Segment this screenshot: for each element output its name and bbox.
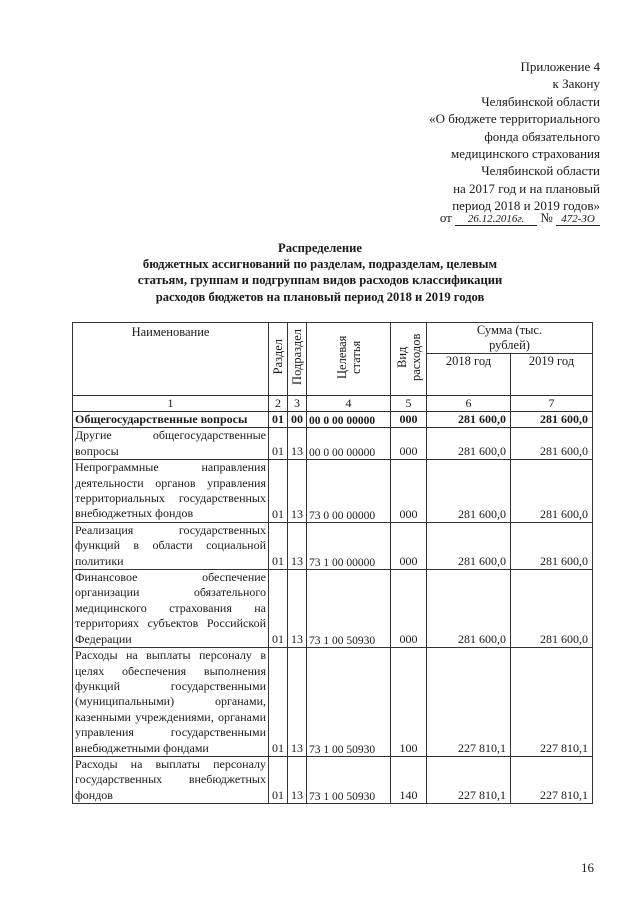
header-sum [427, 323, 593, 354]
table-row [73, 412, 593, 428]
row-name: Расходы на выплаты персоналу в целях обеспечения выполнения функций государственными (муниципальными) органами, казенными учреждениями, органами управления государственными внебюджетными фондами [73, 648, 269, 757]
row-section: 01 [269, 756, 288, 803]
row-subsection: 13 [288, 428, 307, 460]
appendix-line: «О бюджете территориального [429, 111, 600, 127]
row-sum-2018: 227 810,1 [427, 756, 511, 803]
row-sum-2019: 281 600,0 [511, 570, 593, 648]
table-row [73, 756, 593, 803]
row-subsection: 13 [288, 648, 307, 757]
header-sum-text: Сумма (тыс. рублей) [476, 323, 543, 352]
document-title [0, 240, 640, 305]
row-section: 01 [269, 412, 288, 428]
row-section: 01 [269, 648, 288, 757]
index-cell: 6 [427, 396, 511, 412]
index-cell: 5 [391, 396, 427, 412]
row-subsection: 13 [288, 756, 307, 803]
appendix-line: период 2018 и 2019 годов» [452, 198, 600, 214]
row-target: 73 1 00 00000 [307, 522, 391, 569]
row-section: 01 [269, 522, 288, 569]
row-kind: 000 [391, 570, 427, 648]
header-subsection [288, 323, 307, 396]
table-row [73, 648, 593, 757]
appendix-block [429, 58, 600, 215]
row-subsection: 13 [288, 460, 307, 523]
law-date: 26.12.2016г. [455, 213, 537, 226]
row-name: Реализация государственных функций в области социальной политики [73, 522, 269, 569]
row-section: 01 [269, 428, 288, 460]
row-sum-2019: 281 600,0 [511, 522, 593, 569]
row-sum-2019: 227 810,1 [511, 648, 593, 757]
row-kind: 000 [391, 460, 427, 523]
header-section [269, 323, 288, 396]
header-target-text: Целевая статья [334, 335, 363, 379]
index-cell: 1 [73, 396, 269, 412]
title-line: статьям, группам и подгруппам видов расходов классификации [137, 273, 503, 288]
index-cell: 2 [269, 396, 288, 412]
row-target: 00 0 00 00000 [307, 428, 391, 460]
row-subsection: 00 [288, 412, 307, 428]
number-label: № [540, 210, 553, 225]
row-target: 73 1 00 50930 [307, 756, 391, 803]
appendix-line: медицинского страхования [451, 146, 600, 162]
row-target: 00 0 00 00000 [307, 412, 391, 428]
row-subsection: 13 [288, 522, 307, 569]
row-kind: 000 [391, 428, 427, 460]
table-row [73, 460, 593, 523]
header-2019: 2019 год [511, 354, 593, 396]
appendix-line: к Закону [552, 76, 600, 92]
row-kind: 000 [391, 522, 427, 569]
appendix-line: фонда обязательного [484, 128, 600, 144]
header-kind-text: Вид расходов [394, 333, 423, 381]
appendix-line: Челябинской области [481, 163, 600, 179]
row-sum-2018: 227 810,1 [427, 648, 511, 757]
law-signature-line [440, 210, 600, 226]
page-number: 16 [581, 860, 594, 875]
title-line: Распределение [278, 241, 362, 255]
row-sum-2019: 281 600,0 [511, 460, 593, 523]
title-line: расходов бюджетов на плановый период 2018 и 2019 годов [155, 289, 485, 304]
row-name: Финансовое обеспечение организации обязательного медицинского страхования на территориях субъектов Российской Федерации [73, 570, 269, 648]
header-target [307, 323, 391, 396]
appendix-line: на 2017 год и на плановый [453, 180, 600, 196]
row-name: Расходы на выплаты персоналу государственных внебюджетных фондов [73, 756, 269, 803]
index-row [73, 396, 593, 412]
row-name: Непрограммные направления деятельности органов управления территориальных государственных внебюджетных фондов [73, 460, 269, 523]
table-row [73, 570, 593, 648]
row-subsection: 13 [288, 570, 307, 648]
index-cell: 4 [307, 396, 391, 412]
row-sum-2019: 281 600,0 [511, 428, 593, 460]
index-cell: 7 [511, 396, 593, 412]
table-row [73, 522, 593, 569]
header-name: Наименование [73, 323, 269, 396]
index-cell: 3 [288, 396, 307, 412]
appendix-line: Челябинской области [481, 93, 600, 109]
row-sum-2018: 281 600,0 [427, 522, 511, 569]
row-sum-2018: 281 600,0 [427, 460, 511, 523]
ot-label: от [439, 210, 452, 225]
header-2018: 2018 год [427, 354, 511, 396]
title-line: бюджетных ассигнований по разделам, подразделам, целевым [142, 257, 498, 272]
header-subsection-text: Подраздел [290, 329, 304, 385]
row-kind: 100 [391, 648, 427, 757]
row-section: 01 [269, 460, 288, 523]
row-kind: 000 [391, 412, 427, 428]
row-kind: 140 [391, 756, 427, 803]
table-row [73, 428, 593, 460]
law-number: 472-ЗО [556, 213, 600, 226]
row-sum-2018: 281 600,0 [427, 570, 511, 648]
row-target: 73 1 00 50930 [307, 648, 391, 757]
row-name: Общегосударственные вопросы [73, 412, 269, 428]
row-name: Другие общегосударственные вопросы [73, 428, 269, 460]
row-sum-2019: 281 600,0 [511, 412, 593, 428]
row-sum-2019: 227 810,1 [511, 756, 593, 803]
row-sum-2018: 281 600,0 [427, 412, 511, 428]
budget-table [72, 322, 593, 804]
row-section: 01 [269, 570, 288, 648]
row-sum-2018: 281 600,0 [427, 428, 511, 460]
row-target: 73 0 00 00000 [307, 460, 391, 523]
row-target: 73 1 00 50930 [307, 570, 391, 648]
appendix-line: Приложение 4 [520, 59, 600, 74]
header-kind [391, 323, 427, 396]
header-section-text: Раздел [271, 339, 285, 375]
